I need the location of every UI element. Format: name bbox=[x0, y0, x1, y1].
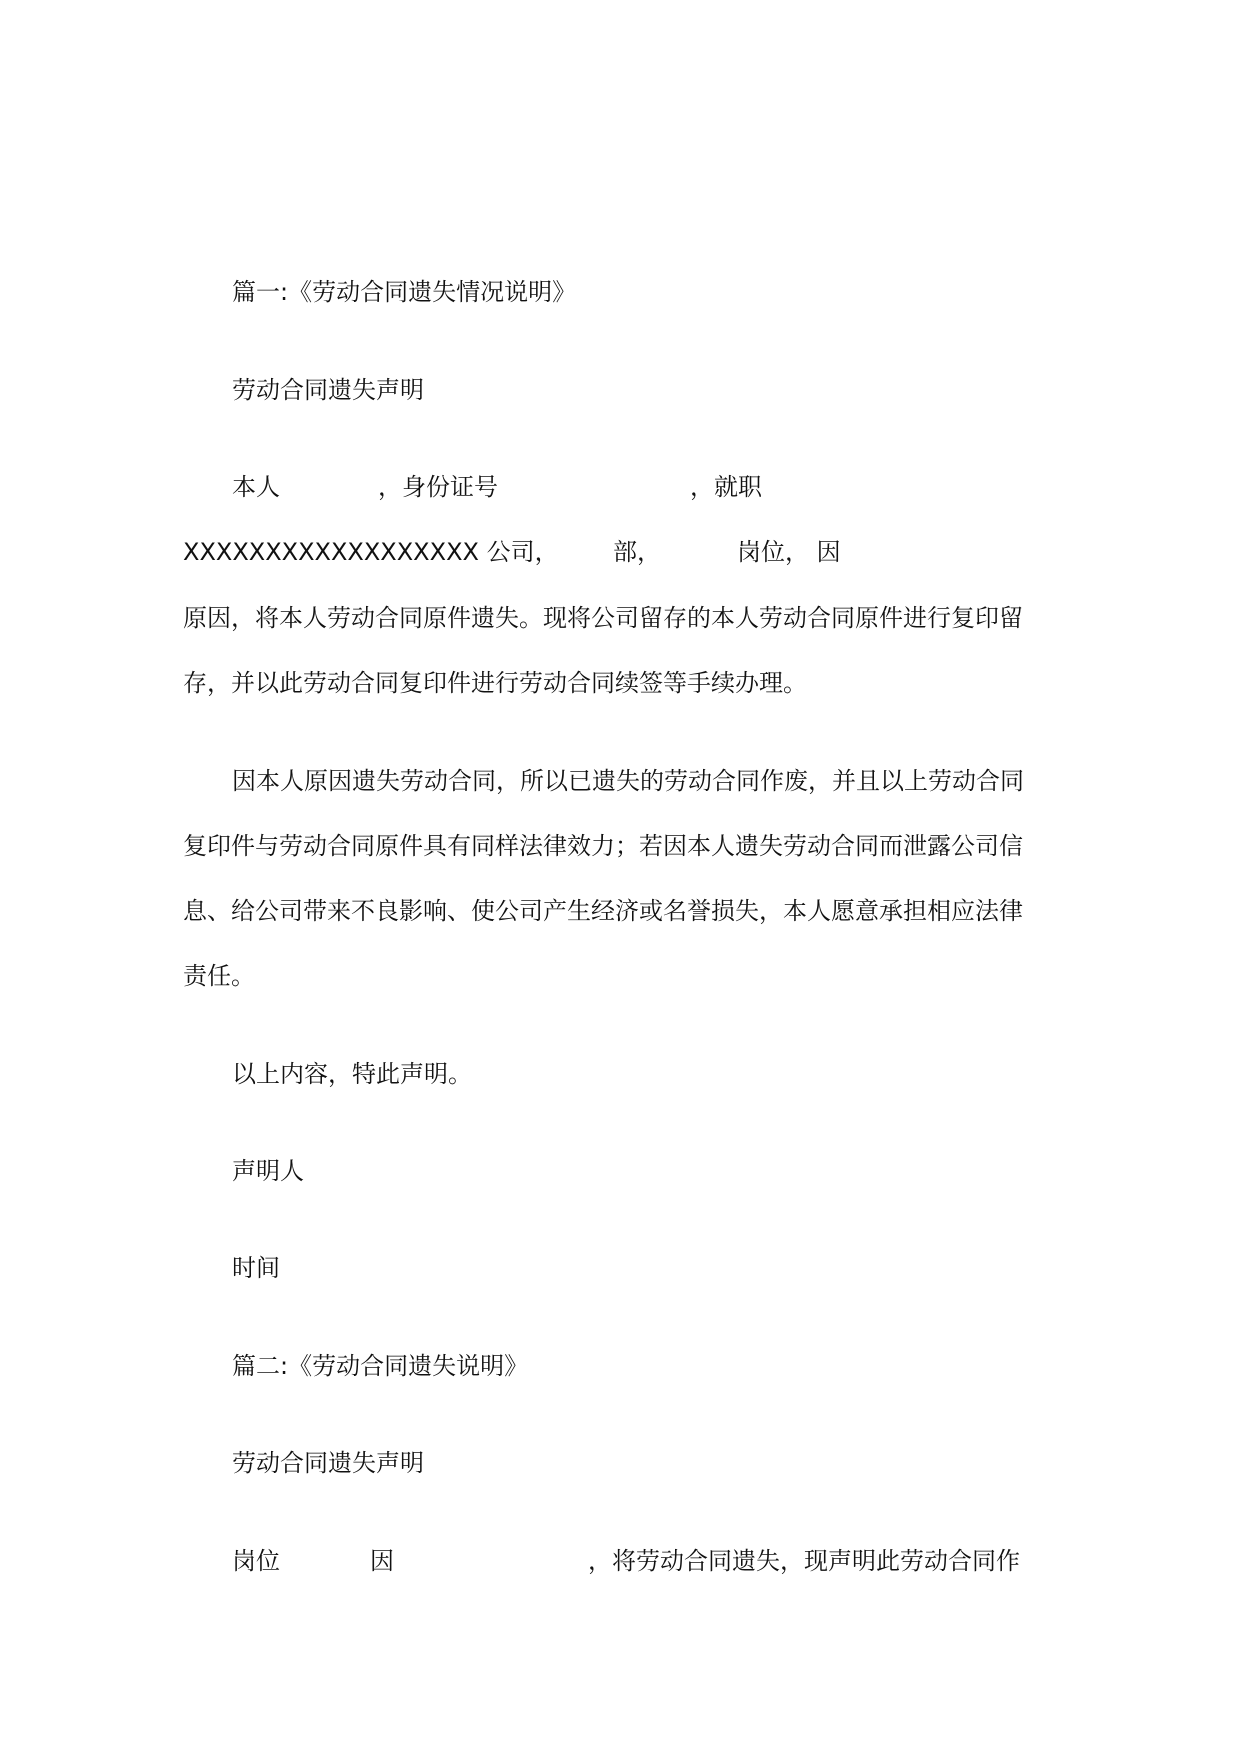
section-one-body-2-line-1: 因本人原因遗失劳动合同，所以已遗失的劳动合同作废，并且以上劳动合同 bbox=[232, 767, 1024, 795]
form-label-reason: 因 bbox=[370, 1547, 394, 1575]
section-one-heading: 篇一:《劳动合同遗失情况说明》 bbox=[232, 278, 577, 306]
form-label-position: 岗位 bbox=[232, 1547, 280, 1575]
section-two-title: 劳动合同遗失声明 bbox=[232, 1449, 424, 1477]
section-one-body-2-line-4: 责任。 bbox=[183, 962, 255, 990]
section-one-body-1-line-2: 存，并以此劳动合同复印件进行劳动合同续签等手续办理。 bbox=[183, 669, 807, 697]
form-label-position-reason: 岗位， 因 bbox=[737, 538, 841, 566]
form-label-lost-statement: ，将劳动合同遗失，现声明此劳动合同作 bbox=[588, 1547, 1020, 1575]
section-one-closing: 以上内容，特此声明。 bbox=[232, 1060, 472, 1088]
section-one-body-2-line-2: 复印件与劳动合同原件具有同样法律效力；若因本人遗失劳动合同而泄露公司信 bbox=[183, 832, 1023, 860]
section-one-body-2-line-3: 息、给公司带来不良影响、使公司产生经济或名誉损失，本人愿意承担相应法律 bbox=[183, 897, 1023, 925]
section-two-heading: 篇二:《劳动合同遗失说明》 bbox=[232, 1352, 529, 1380]
form-label-company: XXXXXXXXXXXXXXXXXX 公司， bbox=[183, 538, 559, 566]
section-one-title: 劳动合同遗失声明 bbox=[232, 376, 424, 404]
section-one-body-1-line-1: 原因，将本人劳动合同原件遗失。现将公司留存的本人劳动合同原件进行复印留 bbox=[183, 604, 1023, 632]
form-label-department: 部， bbox=[613, 538, 661, 566]
section-one-date-label: 时间 bbox=[232, 1254, 280, 1282]
form-label-employed: ，就职 bbox=[690, 473, 762, 501]
form-label-self: 本人 bbox=[232, 473, 280, 501]
form-label-id-number: ，身份证号 bbox=[378, 473, 498, 501]
section-one-signer-label: 声明人 bbox=[232, 1157, 304, 1185]
